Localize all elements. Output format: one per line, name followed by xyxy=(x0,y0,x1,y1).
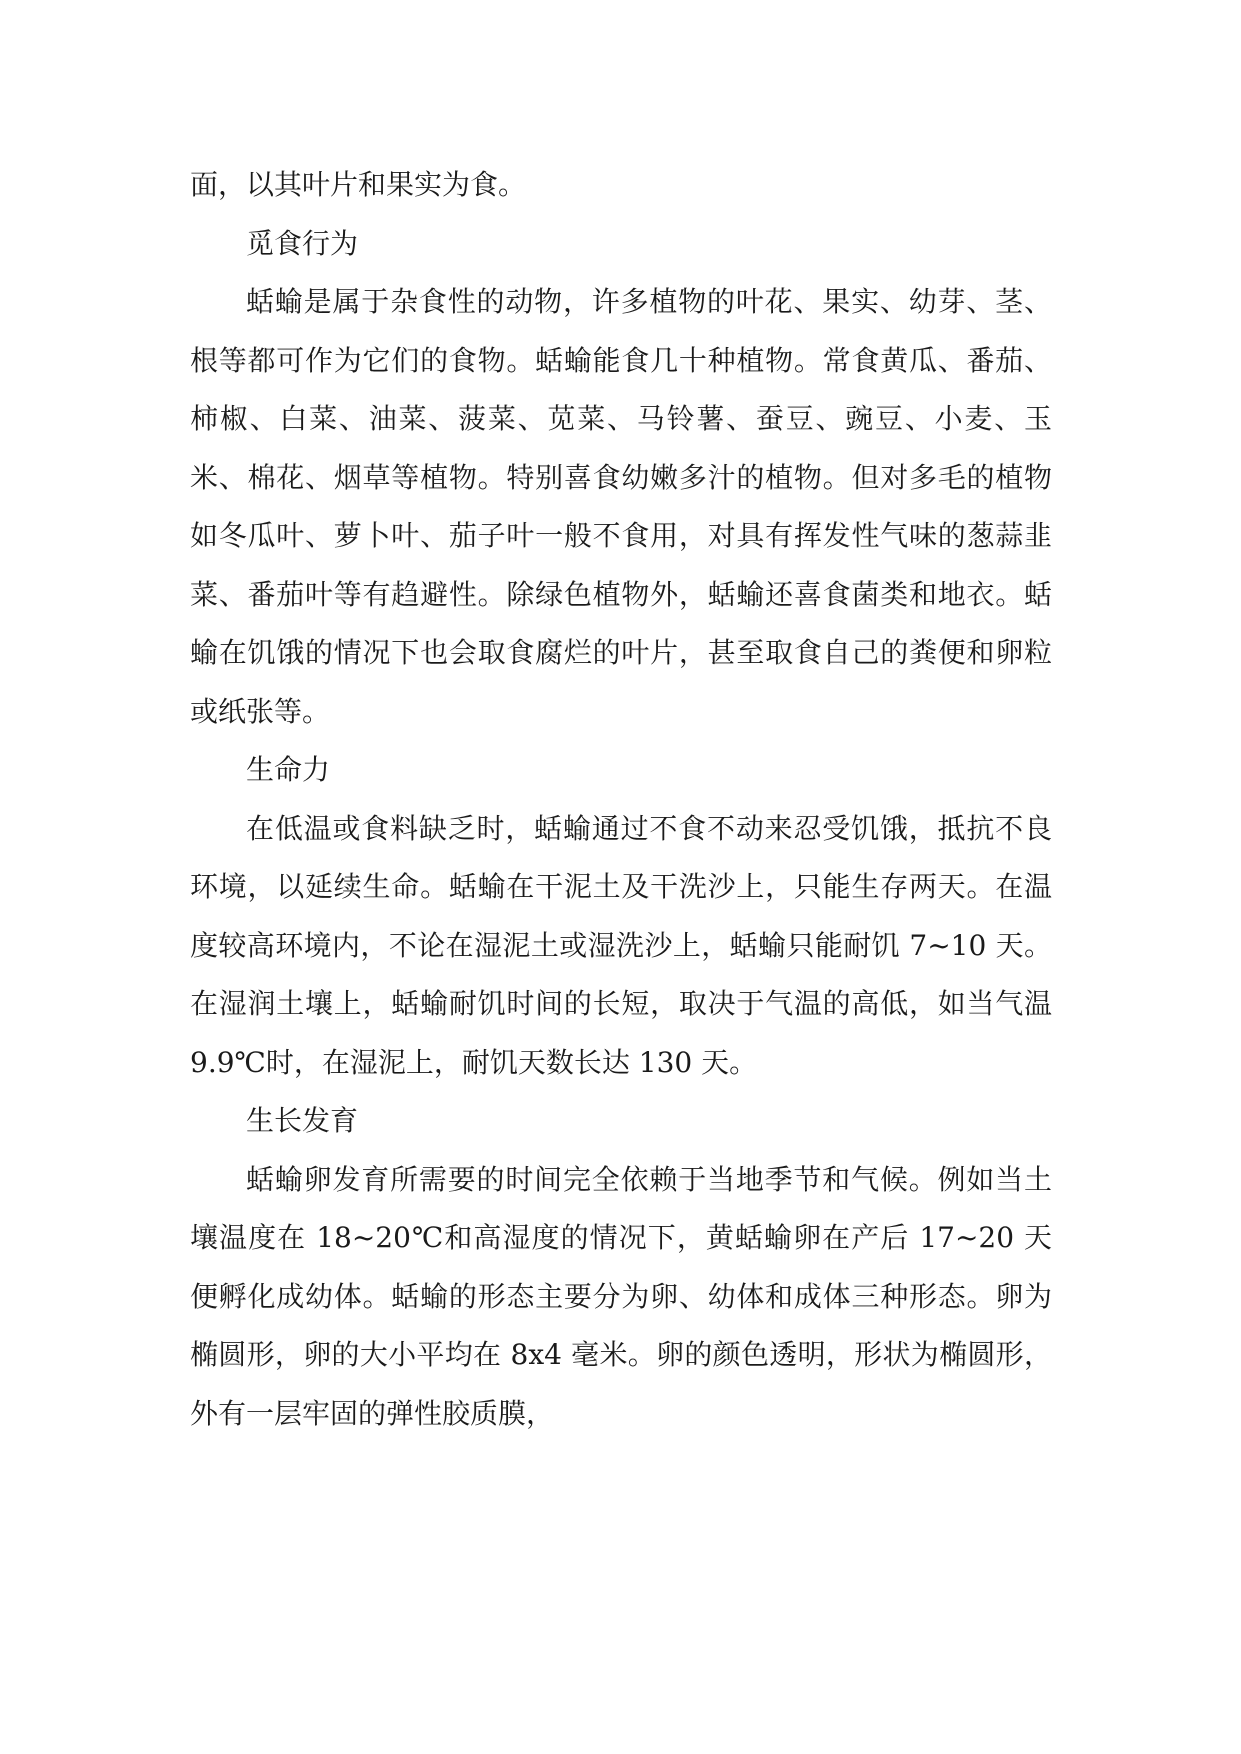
section-heading-foraging: 觅食行为 xyxy=(246,226,359,260)
document-body xyxy=(190,156,1052,1443)
paragraph-foraging: 蛞蝓是属于杂食性的动物，许多植物的叶花、果实、幼芽、茎、根等都可作为它们的食物。蛞蝓能食几十种植物。常食黄瓜、番茄、柿椒、白菜、油菜、菠菜、苋菜、马铃薯、蚕豆、豌豆、小麦、玉米、棉花、烟草等植物。特别喜食幼嫩多汁的植物。但对多毛的植物如冬瓜叶、萝卜叶、茄子叶一般不食用，对具有挥发性气味的葱蒜韭菜、番茄叶等有趋避性。除绿色植物外，蛞蝓还喜食菌类和地衣。蛞蝓在饥饿的情况下也会取食腐烂的叶片，甚至取食自己的粪便和卵粒或纸张等。 xyxy=(190,285,1052,728)
section-heading-vitality: 生命力 xyxy=(246,753,331,786)
section-heading-growth: 生长发育 xyxy=(246,1104,359,1137)
paragraph-continuation: 面，以其叶片和果实为食。 xyxy=(190,168,527,201)
paragraph-growth: 蛞蝓卵发育所需要的时间完全依赖于当地季节和气候。例如当土壤温度在 18~20℃和高湿度的情况下，黄蛞蝓卵在产后 17~20 天便孵化成幼体。蛞蝓的形态主要分为卵、幼体和成体三种形态。卵为椭圆形，卵的大小平均在 8x4 毫米。卵的颜色透明，形状为椭圆形，外有一层牢固的弹性胶质膜， xyxy=(190,1162,1052,1430)
paragraph-vitality: 在低温或食料缺乏时，蛞蝓通过不食不动来忍受饥饿，抵抗不良环境，以延续生命。蛞蝓在干泥土及干洗沙上，只能生存两天。在温度较高环境内，不论在湿泥土或湿洗沙上，蛞蝓只能耐饥 7~10 天。在湿润土壤上，蛞蝓耐饥时间的长短，取决于气温的高低，如当气温 9.9℃时，在湿泥上，耐饥天数长达 130 天。 xyxy=(190,811,1052,1079)
